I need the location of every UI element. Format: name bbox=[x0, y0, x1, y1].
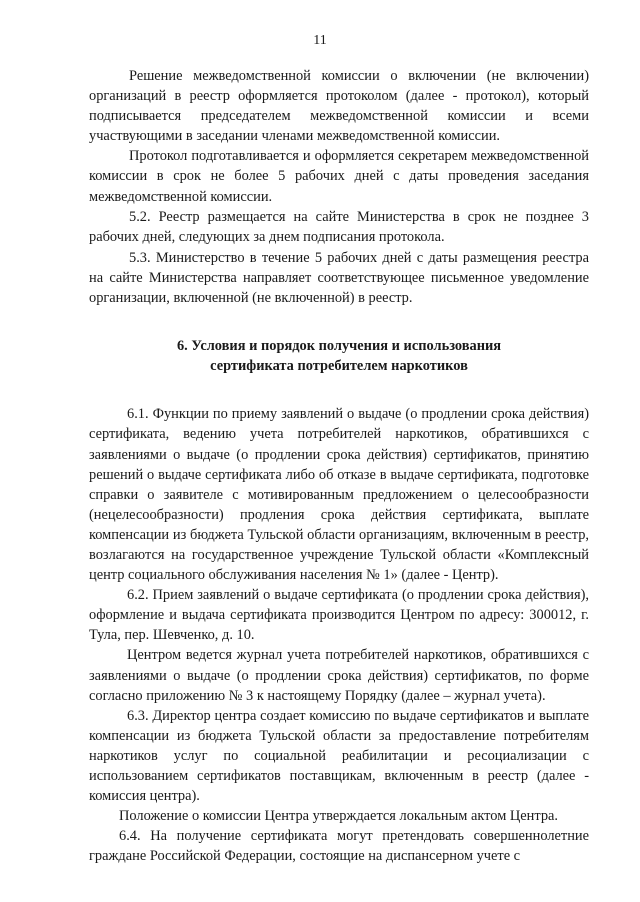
paragraph: 5.3. Министерство в течение 5 рабочих дней с даты размещения реестра на сайте Министерства направляет соответствующее письменное уведомление организации, включенной (не включенной) в реестр. bbox=[89, 249, 589, 307]
section-heading-line2: сертификата потребителем наркотиков bbox=[210, 358, 468, 375]
page-number: 11 bbox=[313, 33, 327, 48]
paragraph: 6.2. Прием заявлений о выдаче сертификата (о продлении срока действия), оформление и выдача сертификата производится Центром по адресу: 300012, г. Тула, пер. Шевченко, д. 10. bbox=[89, 587, 589, 644]
paragraph: Центром ведется журнал учета потребителей наркотиков, обратившихся с заявлениями о выдаче (о продлении срока действия) сертификатов, по форме согласно приложению № 3 к настоящему Порядку (далее – журнал учета). bbox=[89, 647, 589, 704]
paragraph: 6.3. Директор центра создает комиссию по выдаче сертификатов и выплате компенсации из бюджета Тульской области за предоставление потребителям наркотиков услуг по социальной реабилитации и ресоциализации с использованием сертификатов поставщикам, включенным в реестр (далее - комиссия центра). bbox=[89, 707, 589, 805]
section-heading-line1: 6. Условия и порядок получения и использования bbox=[176, 338, 502, 355]
paragraph: 6.1. Функции по приему заявлений о выдаче (о продлении срока действия) сертификата, ведению учета потребителей наркотиков, обратившихся с заявлениями о выдаче (о продлении срока действия) сертификатов, принятию решений о выдаче сертификата либо об отказе в выдаче сертификата, подготовке справки о заявителе с мотивированным предложением о целесообразности (нецелесообразности) продления срока действия сертификата, выплате компенсации из бюджета Тульской области организациям, включенным в реестр, возлагаются на государственное учреждение Тульской области «Комплексный центр социального обслуживания населения № 1» (далее - Центр). bbox=[89, 406, 589, 584]
paragraph: Протокол подготавливается и оформляется секретарем межведомственной комиссии в срок не более 5 рабочих дней с даты проведения заседания межведомственной комиссии. bbox=[89, 148, 589, 205]
paragraph: Положение о комиссии Центра утверждается локальным актом Центра. bbox=[119, 808, 559, 825]
paragraph: 5.2. Реестр размещается на сайте Министерства в срок не позднее 3 рабочих дней, следующих за днем подписания протокола. bbox=[89, 208, 589, 245]
document-body bbox=[89, 66, 589, 866]
paragraph: Решение межведомственной комиссии о включении (не включении) организаций в реестр оформляется протоколом (далее - протокол), который подписывается председателем межведомственной комиссии и всеми участвующими в заседании членами межведомственной комиссии. bbox=[89, 68, 589, 145]
paragraph: 6.4. На получение сертификата могут претендовать совершеннолетние граждане Российской Федерации, состоящие на диспансерном учете с bbox=[89, 828, 589, 865]
